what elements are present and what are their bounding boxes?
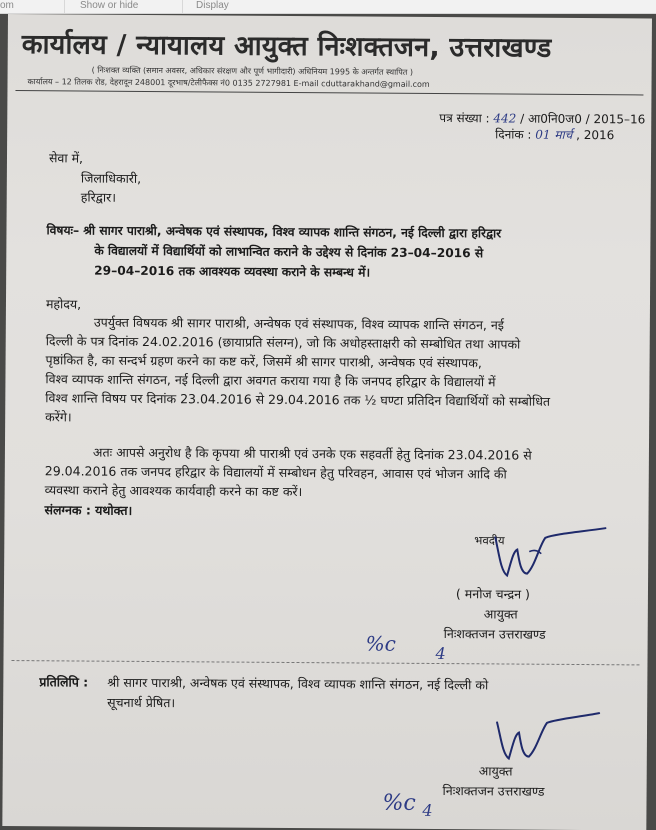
signatory-name: ( मनोज चन्द्रन ): [455, 586, 530, 602]
copy-signatory-designation: आयुक्त: [478, 763, 513, 779]
handwritten-annotation: 4: [435, 644, 446, 664]
signature-image: [489, 515, 609, 588]
paragraph2-line: 29.04.2016 तक जनपद हरिद्वार के विद्यालयों में सम्बोधन हेतु परिवहन, आवास एवं भोजन आदि की: [44, 463, 507, 482]
paragraph1-line: करेंगे।: [45, 409, 72, 425]
copy-divider: [11, 660, 639, 665]
paragraph1-line: दिल्ली के पत्र दिनांक 24.02.2016 (छायाप्रति संलग्न), जो कि अधोहस्ताक्षरी को सम्बोधित तथा आपको: [45, 333, 521, 352]
letterhead-address: कार्यालय – 12 तिलक रोड, देहरादून 248001 दूरभाष/टेलीफैक्स नं0 0135 2727981 E-mail cduttarakhand@gmail.com: [27, 77, 430, 89]
letterhead-divider: [15, 90, 643, 95]
paragraph1-line: उपर्युक्त विषयक श्री सागर पाराश्री, अन्वेषक एवं संस्थापक, विश्व व्यापक शान्ति संगठन, नई: [93, 314, 505, 333]
date-year: , 2016: [576, 127, 615, 143]
subject-line-3: 29–04–2016 तक आवश्यक व्यवस्था कराने के सम्बन्ध में।: [94, 263, 371, 280]
copy-signatory-office: निःशक्तजन उत्तराखण्ड: [442, 783, 545, 799]
paragraph1-line: विश्व शान्ति विषय पर दिनांक 23.04.2016 से 29.04.2016 तक ½ घण्टा प्रतिदिन विद्यार्थियों को सम्बोधित: [45, 390, 551, 409]
copy-label: प्रतिलिपि :: [39, 674, 89, 690]
date-handwritten: 01 मार्च: [535, 127, 573, 142]
copy-line-1: श्री सागर पाराश्री, अन्वेषक एवं संस्थापक, विश्व व्यापक शान्ति संगठन, नई दिल्ली को: [107, 674, 489, 693]
date-label: दिनांक :: [495, 127, 532, 142]
letterhead-office: कार्यालय / न्यायालय आयुक्त निःशक्तजन, उत्तराखण्ड: [21, 29, 552, 64]
reference-number: [439, 109, 645, 127]
handwritten-annotation: %c: [365, 631, 396, 656]
display-button[interactable]: Display: [196, 0, 229, 11]
reference-code: / आ0नि0ज0 / 2015–16: [520, 111, 646, 127]
bhavdiya: भवदीय: [474, 533, 505, 548]
reference-handwritten-number: 442: [493, 111, 517, 126]
signatory-designation: आयुक्त: [483, 606, 518, 622]
copy-line-2: सूचनार्थ प्रेषित।: [107, 694, 176, 711]
salutation: महोदय,: [45, 296, 82, 312]
addressee-title: जिलाधिकारी,: [80, 170, 142, 186]
reference-label: पत्र संख्या :: [439, 111, 490, 126]
letter-page: [2, 14, 652, 830]
paragraph1-line: विश्व व्यापक शान्ति संगठन, नई दिल्ली द्वारा अवगत कराया गया है कि जनपद हरिद्वार के विद्यालयों में: [45, 371, 496, 390]
toolbar-cut-label: om: [0, 0, 14, 11]
signature-image-2: [491, 702, 603, 769]
viewer-toolbar: [0, 0, 656, 14]
addressee-place: हरिद्वार।: [80, 189, 117, 205]
paragraph1-line: पृष्ठांकित है, का सन्दर्भ ग्रहण करने का कष्ट करें, जिसमें श्री सागर पाराश्री, अन्वेषक एवं संस्थापक,: [45, 352, 482, 371]
letterhead-act: ( निःशक्त व्यक्ति (समान अवसर, अधिकार संरक्षण और पूर्ण भागीदारी) अधिनियम 1995 के अन्तर्गत स्थापित ): [91, 65, 414, 77]
subject-line-2: के विद्यालयों में विद्यार्थियों को लाभान्वित कराने के उद्देश्य से दिनांक 23–04–2016 से: [94, 243, 484, 261]
enclosure: संलग्नक : यथोक्त।: [44, 502, 133, 518]
subject-line-1: विषयः– श्री सागर पाराश्री, अन्वेषक एवं संस्थापक, विश्व व्यापक शान्ति संगठन, नई दिल्ली द्वारा हरिद्वार: [46, 223, 502, 241]
signatory-office: निःशक्तजन उत्तराखण्ड: [443, 626, 546, 642]
paragraph2-line: अतः आपसे अनुरोध है कि कृपया श्री पाराश्री एवं उनके एक सहवर्ती हेतु दिनांक 23.04.2016 से: [92, 444, 532, 463]
reference-date: [495, 125, 614, 143]
seva-mein: सेवा में,: [48, 150, 84, 166]
handwritten-annotation: %c: [382, 790, 416, 816]
handwritten-annotation: 4: [422, 800, 433, 820]
show-hide-button[interactable]: Show or hide: [80, 0, 139, 11]
paragraph2-line: व्यवस्था कराने हेतु आवश्यक कार्यवाही करने का कष्ट करें।: [44, 482, 303, 500]
